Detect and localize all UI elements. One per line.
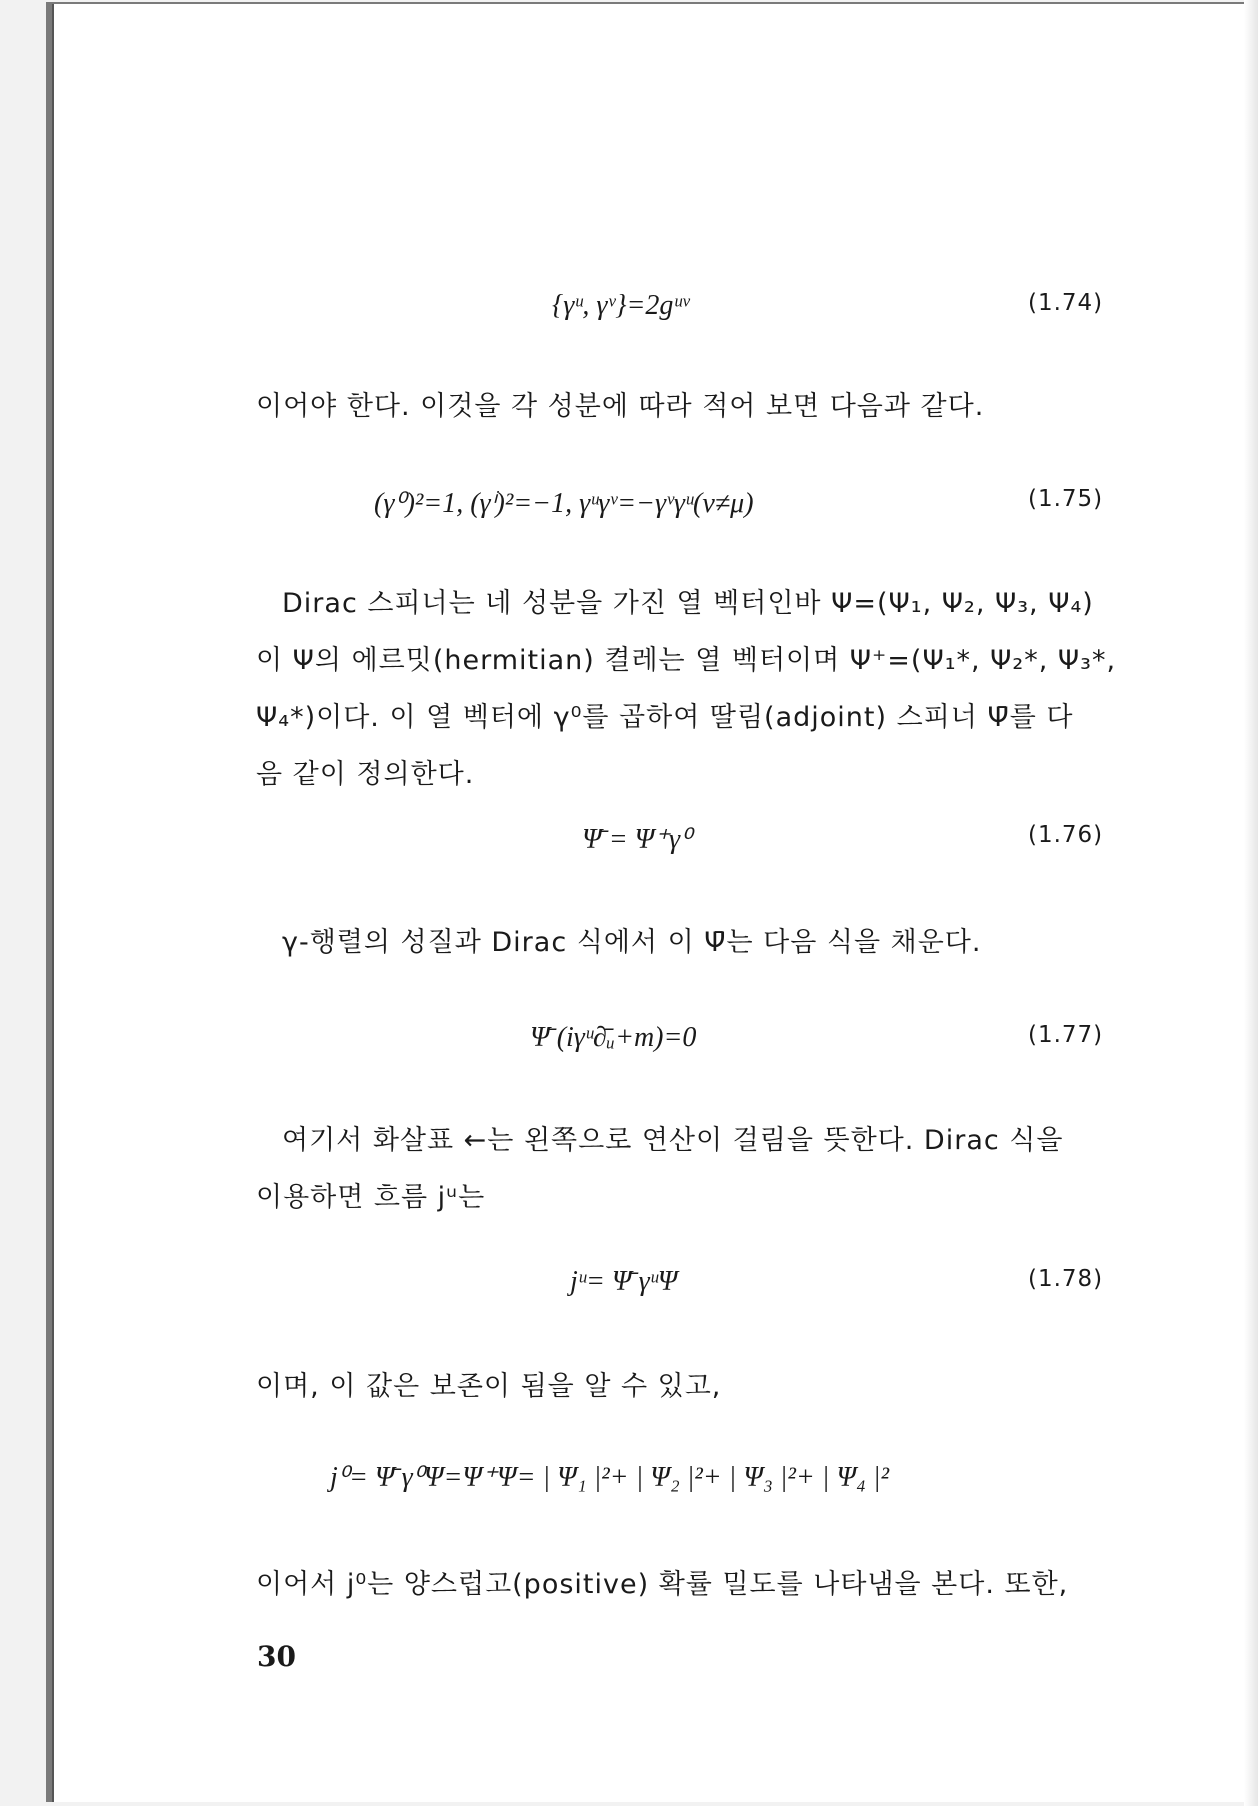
equation-formula: Ψ̄ = Ψ⁺γ⁰ bbox=[582, 824, 692, 855]
paragraph-1 bbox=[256, 378, 1128, 435]
equation-number: (1.78) bbox=[1028, 1266, 1104, 1292]
paragraph-3 bbox=[256, 914, 1128, 971]
text-line: 이 Ψ의 에르밋(hermitian) 켤레는 열 벡터이며 Ψ⁺=(Ψ₁*, Ψ₂*, Ψ₃*, bbox=[256, 645, 1117, 676]
text-line: 이어서 j⁰는 양스럽고(positive) 확률 밀도를 나타냄을 본다. 또한, bbox=[256, 1569, 1069, 1600]
text-line: Ψ₄*)이다. 이 열 벡터에 γ⁰를 곱하여 딸림(adjoint) 스피너 Ψ̄를 다 bbox=[256, 702, 1074, 733]
equation-number: (1.77) bbox=[1028, 1022, 1104, 1048]
equation-number: (1.76) bbox=[1028, 822, 1104, 848]
equation-1-74 bbox=[0, 290, 1258, 350]
text-line: 이어야 한다. 이것을 각 성분에 따라 적어 보면 다음과 같다. bbox=[256, 391, 985, 422]
text-line: 이며, 이 값은 보존이 됨을 알 수 있고, bbox=[256, 1371, 722, 1402]
page-number: 30 bbox=[257, 1640, 296, 1673]
equation-formula: jᵘ= Ψ̄ γᵘΨ bbox=[570, 1266, 678, 1297]
equation-number: (1.75) bbox=[1028, 486, 1104, 512]
equation-formula: (γ⁰)²=1, (γⁱ)²=−1, γᵘγᵛ=−γᵛγᵘ(ν≠μ) bbox=[374, 488, 754, 519]
page-edge bbox=[1244, 0, 1258, 1806]
book-page bbox=[52, 4, 1258, 1802]
text-line: 여기서 화살표 ←는 왼쪽으로 연산이 걸림을 뜻한다. Dirac 식을 bbox=[282, 1125, 1064, 1156]
text-line: γ-행렬의 성질과 Dirac 식에서 이 Ψ̄는 다음 식을 채운다. bbox=[282, 927, 982, 958]
equation-formula: {γᵘ, γᵛ}=2gᵘᵛ bbox=[552, 290, 690, 321]
equation-formula: Ψ̄ (iγᵘ∂̄ᵤ+m)=0 bbox=[530, 1022, 697, 1053]
equation-unnumbered bbox=[0, 1460, 1258, 1520]
equation-1-75 bbox=[0, 486, 1258, 546]
equation-1-76 bbox=[0, 822, 1258, 882]
paragraph-2 bbox=[256, 575, 1128, 803]
text-line: 음 같이 정의한다. bbox=[256, 759, 475, 790]
equation-formula: j⁰= Ψ̄ γ⁰Ψ=Ψ⁺Ψ= | Ψ₁ |²+ | Ψ₂ |²+ | Ψ₃ |²+ | Ψ₄ |² bbox=[330, 1462, 890, 1493]
paragraph-4 bbox=[256, 1112, 1128, 1226]
equation-1-78 bbox=[0, 1266, 1258, 1326]
paragraph-6 bbox=[256, 1556, 1128, 1613]
text-line: 이용하면 흐름 jᵘ는 bbox=[256, 1182, 486, 1213]
paragraph-5 bbox=[256, 1358, 1128, 1415]
equation-1-77 bbox=[0, 1022, 1258, 1082]
equation-number: (1.74) bbox=[1028, 290, 1104, 316]
text-line: Dirac 스피너는 네 성분을 가진 열 벡터인바 Ψ=(Ψ₁, Ψ₂, Ψ₃, Ψ₄) bbox=[282, 588, 1094, 619]
